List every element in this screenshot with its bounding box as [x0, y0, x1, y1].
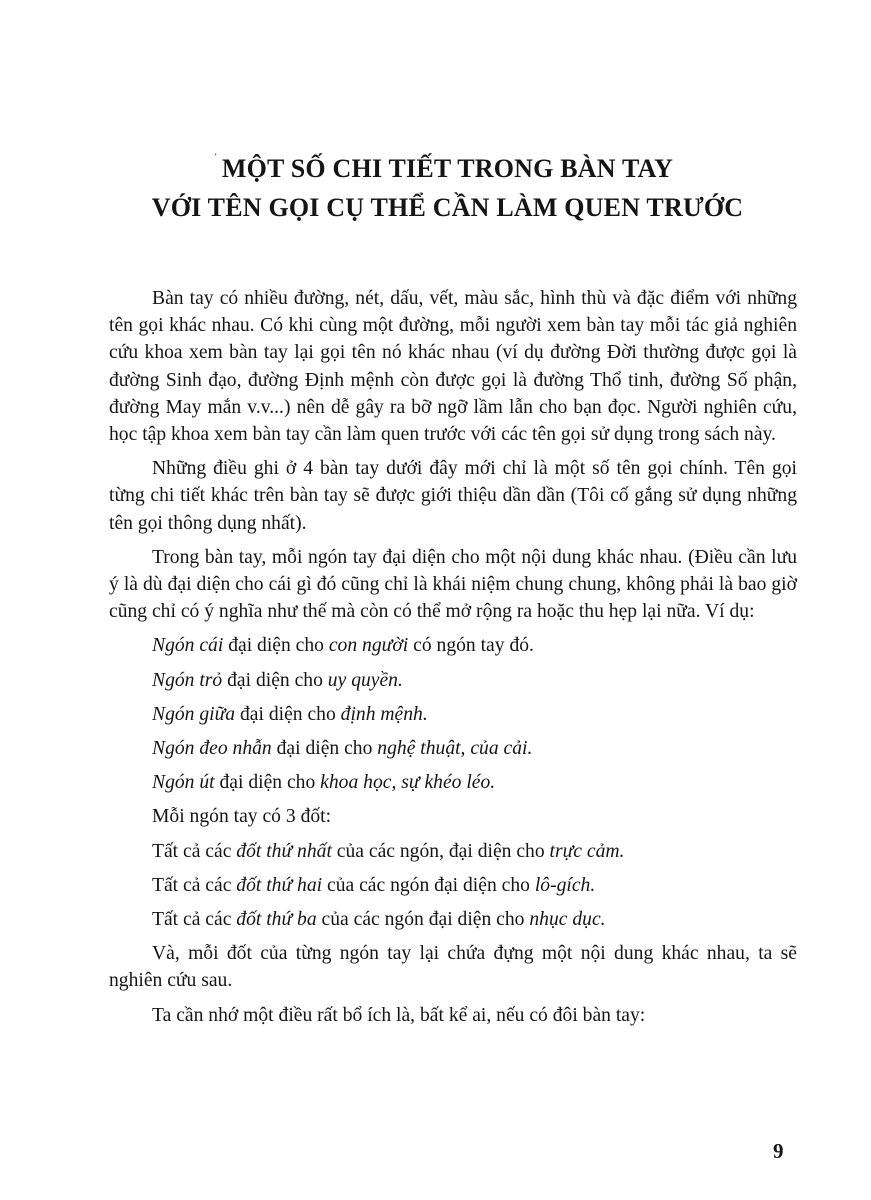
finger-connector: đại diện cho	[222, 669, 328, 691]
finger-connector: đại diện cho	[271, 738, 378, 760]
chapter-title-line-2: VỚI TÊN GỌI CỤ THỂ CẦN LÀM QUEN TRƯỚC	[151, 193, 744, 222]
joint-meaning: trực cảm.	[549, 840, 625, 862]
chapter-title-line-1: MỘT SỐ CHI TIẾT TRONG BÀN TAY	[221, 154, 674, 183]
joint-item	[109, 838, 797, 865]
paragraph: Và, mỗi đốt của từng ngón tay lại chứa đựng một nội dung khác nhau, ta sẽ nghiên cứu sau.	[109, 943, 797, 992]
finger-meaning: con người	[328, 635, 409, 657]
joint-item	[109, 872, 797, 899]
finger-item	[109, 769, 797, 796]
finger-name: Ngón cái	[152, 635, 224, 657]
joint-prefix: Tất cả các	[152, 874, 237, 896]
finger-item	[109, 735, 797, 762]
finger-meaning: uy quyền.	[327, 669, 403, 691]
finger-connector: đại diện cho	[214, 772, 321, 794]
joint-name: đốt thứ nhất	[236, 840, 332, 862]
joint-prefix: Tất cả các	[152, 840, 237, 862]
finger-tail: có ngón tay đó.	[408, 635, 534, 657]
finger-name: Ngón út	[152, 772, 215, 794]
joint-connector: của các ngón đại diện cho	[316, 909, 530, 931]
finger-connector: đại diện cho	[223, 635, 329, 657]
finger-name: Ngón giữa	[152, 703, 236, 725]
finger-meaning: khoa học, sự khéo léo.	[320, 772, 496, 794]
joint-name: đốt thứ ba	[236, 909, 317, 931]
joints-intro: Mỗi ngón tay có 3 đốt:	[152, 806, 332, 828]
finger-name: Ngón trỏ	[152, 669, 223, 691]
joint-meaning: nhục dục.	[529, 909, 606, 931]
finger-item	[109, 667, 797, 694]
joint-connector: của các ngón đại diện cho	[322, 874, 535, 896]
joint-meaning: lô-gích.	[534, 874, 596, 896]
finger-meaning: nghệ thuật, của cải.	[377, 738, 533, 760]
joint-name: đốt thứ hai	[236, 874, 323, 896]
scan-speck: ʻ	[214, 152, 218, 163]
paragraph: Ta cần nhớ một điều rất bổ ích là, bất kể ai, nếu có đôi bàn tay:	[152, 1004, 646, 1026]
paragraph: Bàn tay có nhiều đường, nét, dấu, vết, màu sắc, hình thù và đặc điểm với những tên gọi khác nhau. Có khi cùng một đường, mỗi người xem bàn tay mỗi tác giả nghiên cứu khoa xem bàn tay lại gọi tên nó khác nhau (ví dụ đường Đời thường được gọi là đường Sinh đạo, đường Định mệnh còn được gọi là đường Thổ tinh, đường Số phận, đường May mắn v.v...) nên dễ gây ra bỡ ngỡ lầm lẫn cho bạn đọc. Người nghiên cứu, học tập khoa xem bàn tay cần làm quen trước với các tên gọi sử dụng trong sách này.	[109, 288, 797, 446]
joint-prefix: Tất cả các	[152, 909, 237, 931]
joint-connector: của các ngón, đại diện cho	[331, 840, 550, 862]
body-text	[109, 285, 797, 1036]
finger-name: Ngón đeo nhẫn	[152, 738, 272, 760]
paragraph: Những điều ghi ở 4 bàn tay dưới đây mới chỉ là một số tên gọi chính. Tên gọi từng chi tiết khác trên bàn tay sẽ được giới thiệu dần dần (Tôi cố gắng sử dụng những tên gọi thông dụng nhất).	[109, 458, 797, 534]
finger-item	[109, 632, 797, 659]
finger-item	[109, 701, 797, 728]
finger-meaning: định mệnh.	[340, 703, 428, 725]
joint-item	[109, 906, 797, 933]
paragraph: Trong bàn tay, mỗi ngón tay đại diện cho một nội dung khác nhau. (Điều cần lưu ý là dù đại diện cho cái gì đó cũng chỉ là khái niệm chung chung, không phải là bao giờ cũng chỉ có ý nghĩa như thế mà còn có thể mở rộng ra hoặc thu hẹp lại nữa. Ví dụ:	[109, 546, 797, 623]
finger-connector: đại diện cho	[235, 703, 341, 725]
page-number: 9	[773, 1139, 784, 1163]
